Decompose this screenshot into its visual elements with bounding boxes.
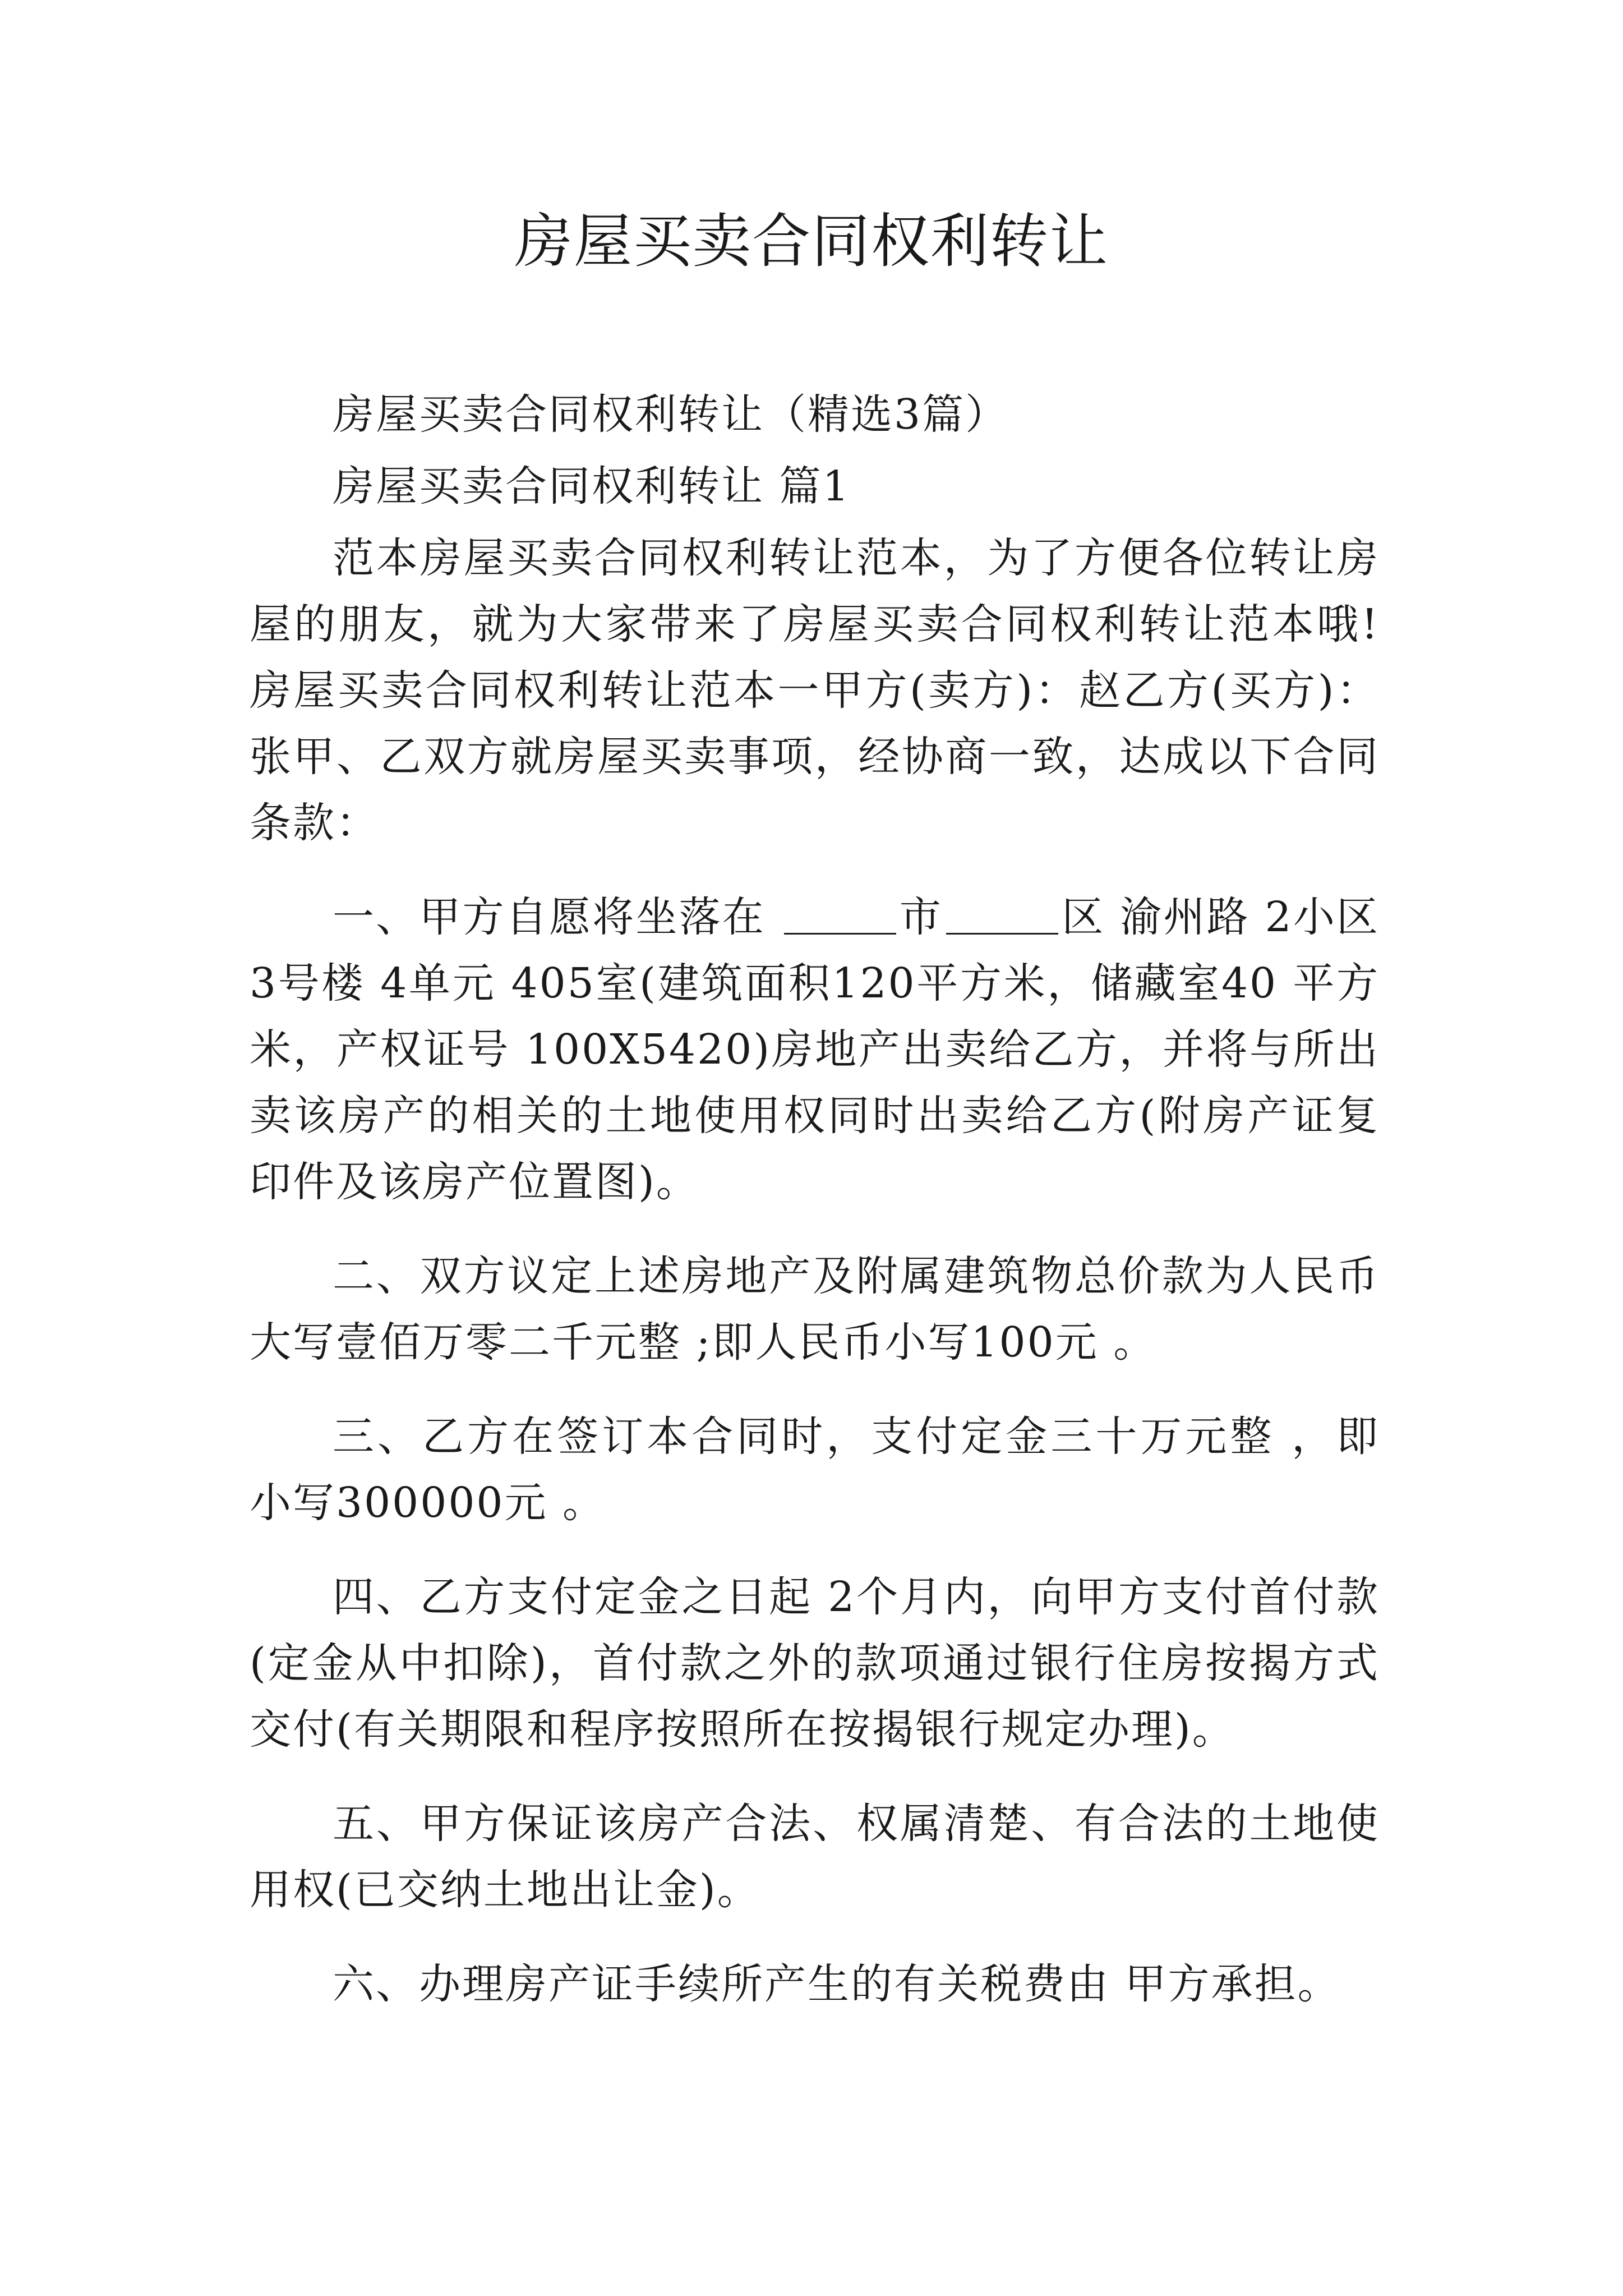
document-subtitle: 房屋买卖合同权利转让（精选3篇） (333, 390, 1009, 439)
clause-3: 三、乙方在签订本合同时，支付定金三十万元整 ，即小写300000元 。 (250, 1412, 1380, 1527)
clause-5: 五、甲方保证该房产合法、权属清楚、有合法的土地使用权(已交纳土地出让金)。 (250, 1800, 1380, 1914)
intro-paragraph: 范本房屋买卖合同权利转让范本，为了方便各位转让房屋的朋友，就为大家带来了房屋买卖合同权利转让范本哦!房屋买卖合同权利转让范本一甲方(卖方)：赵乙方(买方)：张甲、乙双方就房屋买卖事项，经协商一致，达成以下合同条款： (250, 534, 1380, 847)
clause-6: 六、办理房产证手续所产生的有关税费由 甲方承担。 (333, 1960, 1341, 2008)
clause-1-prefix: 一、甲方自愿将坐落在 (333, 893, 766, 941)
section-heading: 房屋买卖合同权利转让 篇1 (333, 462, 851, 510)
clause-4: 四、乙方支付定金之日起 2个月内，向甲方支付首付款(定金从中扣除)，首付款之外的款项通过银行住房按揭方式交付(有关期限和程序按照所在按揭银行规定办理)。 (250, 1573, 1380, 1754)
clause-1-district: 区 (1062, 893, 1105, 941)
clause-1 (250, 884, 1380, 1215)
document-body (250, 381, 1380, 2017)
document-title: 房屋买卖合同权利转让 (514, 207, 1109, 275)
district-blank (946, 894, 1058, 935)
clause-2: 二、双方议定上述房地产及附属建筑物总价款为人民币大写壹佰万零二千元整 ;即人民币小写100元 。 (250, 1252, 1380, 1366)
clause-1-rest: 渝州路 2小区3号楼 4单元 405室(建筑面积120平方米，储藏室40 平方米，产权证号 100X5420)房地产出卖给乙方，并将与所出卖该房产的相关的土地使用权同时出卖给乙方(附房产证复印件及该房产位置图)。 (250, 893, 1380, 1206)
clause-1-city: 市 (899, 893, 943, 941)
city-blank (784, 894, 896, 935)
